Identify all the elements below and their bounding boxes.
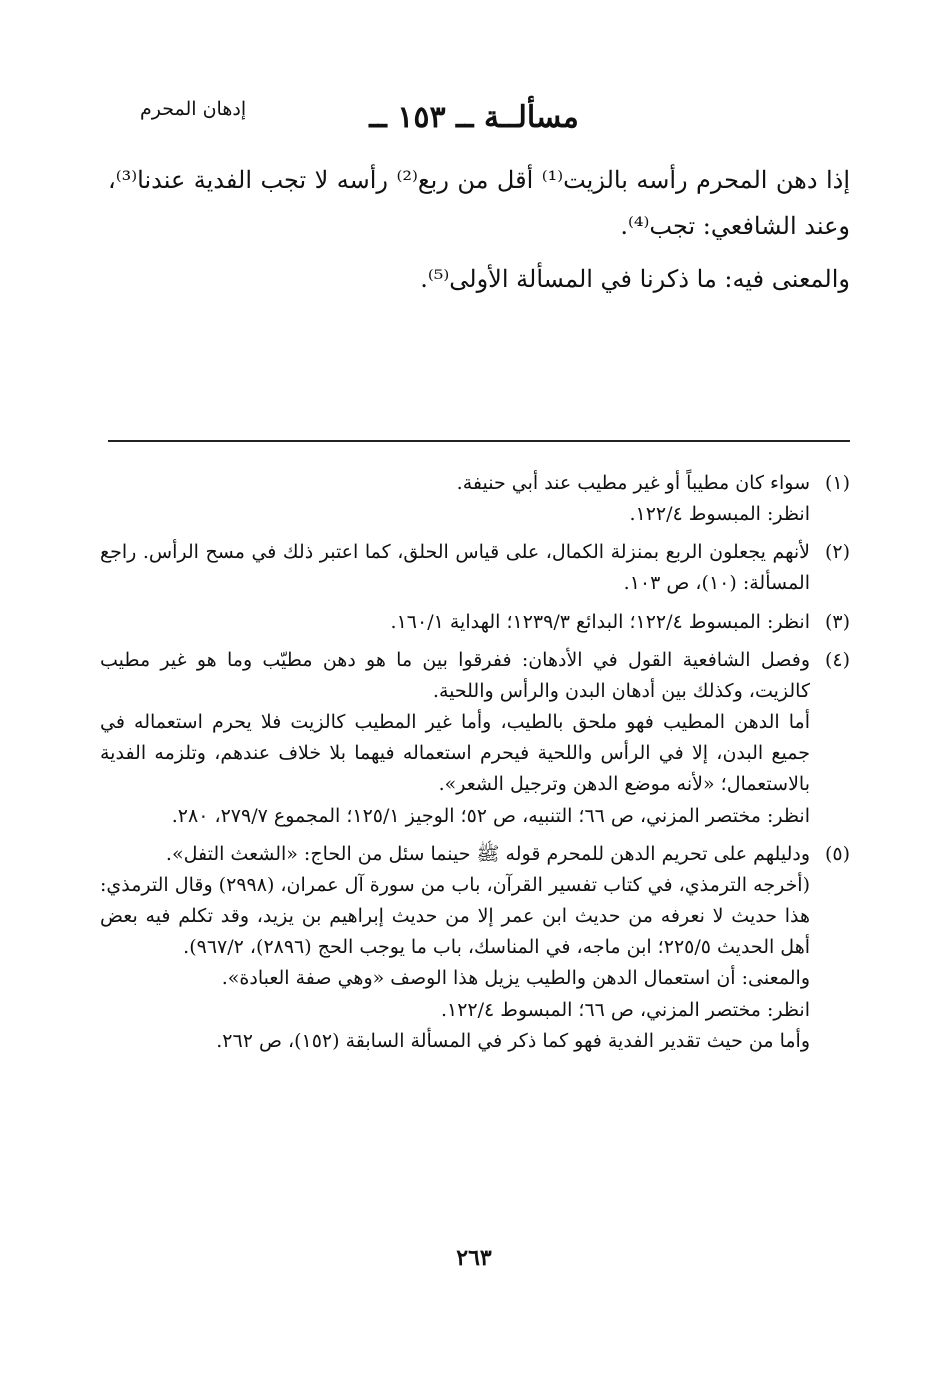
footnote-number: (٣) [824, 610, 850, 633]
footnote-body [100, 645, 810, 832]
footnote-2 [100, 537, 850, 599]
main-paragraph-1: إذا دهن المحرم رأسه بالزيت⁽¹⁾ أقل من ربع⁽²⁾ رأسه لا تجب الفدية عندنا⁽³⁾، وعند الشافعي: تجب⁽⁴⁾. [108, 166, 850, 240]
footnote-line: وفصل الشافعية القول في الأدهان: ففرقوا بين ما هو دهن مطيّب وما هو غير مطيب كالزيت، وكذلك بين أدهان البدن والرأس واللحية. [100, 648, 810, 702]
footnote-body [100, 537, 810, 599]
footnote-line: أما الدهن المطيب فهو ملحق بالطيب، وأما غير المطيب كالزيت فلا يحرم استعماله في جميع البدن، إلا في الرأس واللحية فيحرم استعماله فيهما بلا خلاف عندهم، وتلزمه الفدية بالاستعمال؛ «لأنه موضع الدهن وترجيل الشعر». [100, 711, 810, 796]
footnote-number: (٤) [824, 648, 850, 671]
footnote-number: (١) [824, 472, 850, 494]
footnote-body [100, 607, 810, 638]
footnote-line: انظر: المبسوط ١٢٢/٤؛ البدائع ١٢٣٩/٣؛ الهداية ١٦٠/١. [390, 610, 810, 633]
footnote-line: وأما من حيث تقدير الفدية فهو كما ذكر في المسألة السابقة (١٥٢)، ص ٢٦٢. [216, 1029, 810, 1052]
footnote-line: ودليلهم على تحريم الدهن للمحرم قوله ﷺ حينما سئل من الحاج: «الشعث التفل». [165, 842, 810, 865]
main-text [108, 158, 850, 303]
running-header: إدهان المحرم [140, 98, 247, 120]
footnote-separator [108, 440, 850, 442]
issue-title: مسألــة ــ ١٥٣ ــ [369, 100, 579, 135]
footnote-body [100, 839, 810, 1057]
page-number: ٢٦٣ [456, 1245, 492, 1271]
footnote-line: سواء كان مطيباً أو غير مطيب عند أبي حنيفة. [456, 472, 810, 494]
footnote-body [100, 468, 810, 530]
footnote-line: والمعنى: أن استعمال الدهن والطيب يزيل هذا الوصف «وهي صفة العبادة». [221, 967, 810, 990]
footnote-line: انظر: مختصر المزني، ص ٦٦؛ التنبيه، ص ٥٢؛ الوجيز ١٢٥/١؛ المجموع ٢٧٩/٧، ٢٨٠. [171, 804, 810, 827]
footnote-line: (أخرجه الترمذي، في كتاب تفسير القرآن، باب من سورة آل عمران، (٢٩٩٨) وقال الترمذي: هذا حديث لا نعرفه من حديث ابن عمر إلا من حديث إبراهيم بن يزيد، وقد تكلم فيه بعض أهل الحديث ٢٢٥/٥؛ ابن ماجه، في المناسك، باب ما يوجب الحج (٢٨٩٦)، ٩٦٧/٢). [100, 873, 811, 959]
footnote-1 [100, 468, 850, 530]
footnote-line: انظر: مختصر المزني، ص ٦٦؛ المبسوط ١٢٢/٤. [440, 998, 810, 1021]
main-paragraph-2: والمعنى فيه: ما ذكرنا في المسألة الأولى⁽⁵⁾. [420, 265, 850, 294]
footnote-3 [100, 607, 850, 638]
footnote-4 [100, 645, 850, 832]
footnote-line: انظر: المبسوط ١٢٢/٤. [629, 503, 810, 526]
footnote-line: لأنهم يجعلون الربع بمنزلة الكمال، على قياس الحلق، كما اعتبر ذلك في مسح الرأس. راجع المسألة: (١٠)، ص ١٠٣. [100, 541, 810, 595]
footnote-number: (٥) [824, 842, 850, 865]
footnote-5 [100, 839, 850, 1057]
footnotes [100, 468, 850, 1064]
footnote-number: (٢) [824, 541, 850, 564]
